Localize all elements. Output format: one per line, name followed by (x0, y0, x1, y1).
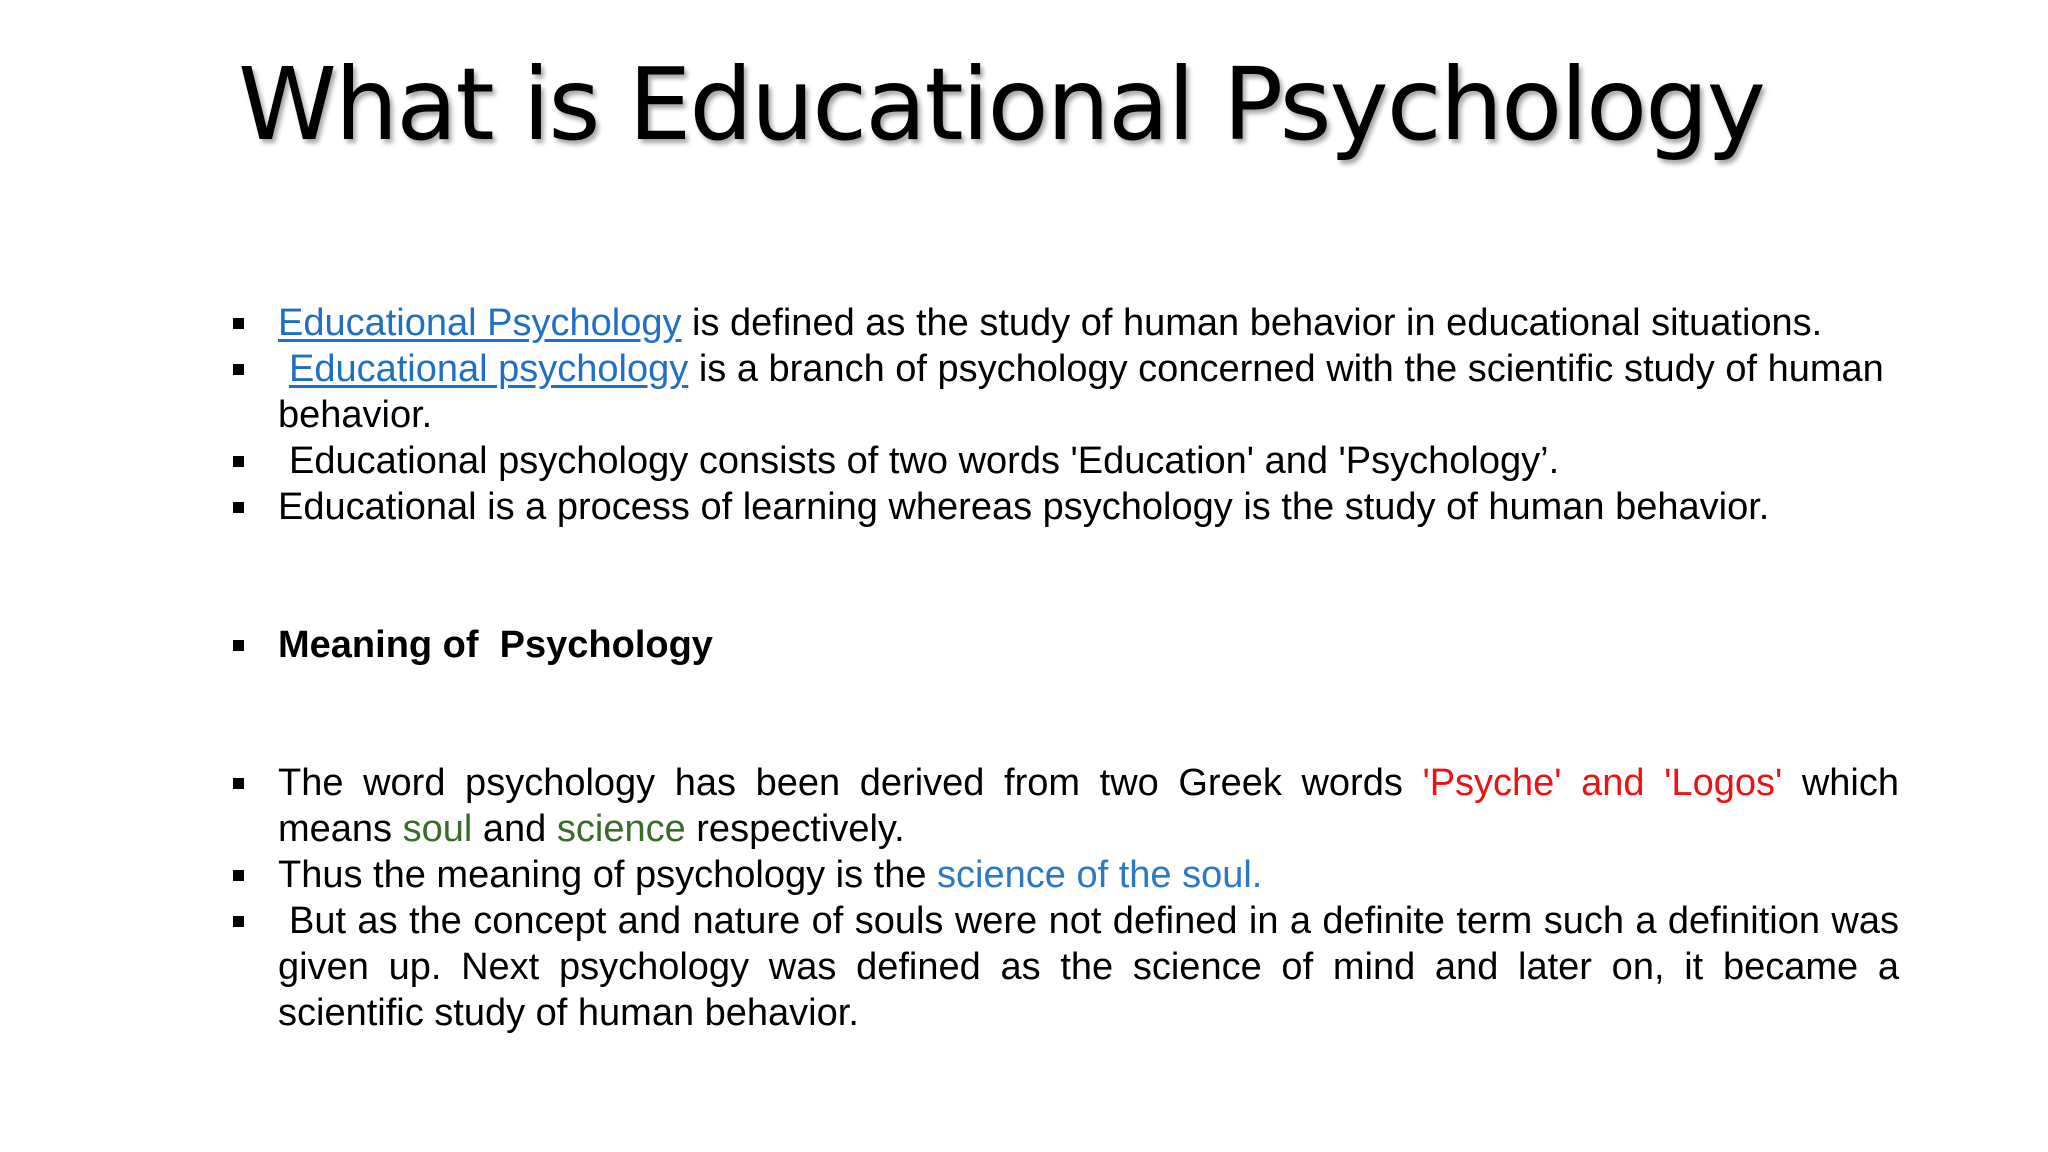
list-item-text: which means (278, 762, 1899, 850)
square-bullet-icon (233, 778, 244, 789)
science-of-soul-highlight: science of the soul. (937, 854, 1263, 896)
square-bullet-icon (233, 364, 244, 375)
square-bullet-icon (233, 318, 244, 329)
list-item-text: respectively. (685, 808, 905, 850)
list-item-text: The word psychology has been derived from two Greek words (278, 762, 1423, 804)
bullet-list (233, 300, 1899, 1036)
list-item-text: is defined as the study of human behavior in educational situations. (681, 302, 1823, 344)
list-item-text: Educational is a process of learning whereas psychology is the study of human behavior. (278, 486, 1770, 528)
square-bullet-icon (233, 640, 244, 651)
list-item-text: and (472, 808, 557, 850)
square-bullet-icon (233, 502, 244, 513)
list-item (233, 346, 1899, 438)
square-bullet-icon (233, 916, 244, 927)
educational-psychology-link-2[interactable]: Educational psychology (289, 348, 689, 390)
square-bullet-icon (233, 456, 244, 467)
meaning-of-psychology-heading (233, 622, 1899, 668)
list-item-text: Thus the meaning of psychology is the (278, 854, 938, 896)
list-item (233, 484, 1899, 530)
list-item (233, 898, 1899, 1036)
list-item-text: is a branch of psychology concerned with the scientific study of human behavior. (278, 348, 1884, 436)
list-item (233, 852, 1899, 898)
list-item-text: But as the concept and nature of souls were not defined in a definite term such a definition was given up. Next psychology was defined as the science of mind and later on, it became a scientific study of human behavior. (278, 900, 1899, 1034)
square-bullet-icon (233, 870, 244, 881)
soul-highlight: soul (402, 808, 473, 850)
list-item (233, 760, 1899, 852)
greek-words-highlight: 'Psyche' and 'Logos' (1422, 762, 1783, 804)
educational-psychology-link[interactable]: Educational Psychology (278, 302, 682, 344)
science-highlight: science (556, 808, 686, 850)
heading-text: Meaning of Psychology (278, 624, 713, 666)
list-item (233, 438, 1899, 484)
list-item (233, 300, 1899, 346)
slide-title: What is Educational Psychology (238, 46, 1764, 163)
list-item-text: Educational psychology consists of two words 'Education' and 'Psychology’. (289, 440, 1560, 482)
